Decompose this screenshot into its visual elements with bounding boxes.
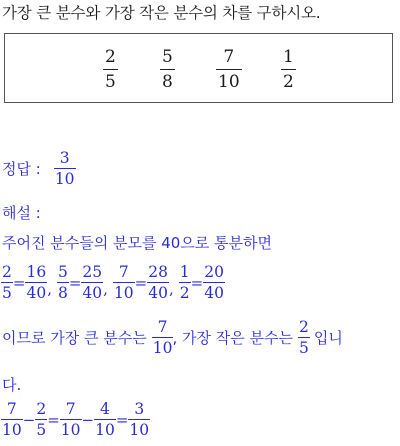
- conclusion-text-1: 이므로 가장 큰 분수는: [2, 329, 147, 347]
- conclusion-text-3: 입니: [313, 329, 343, 347]
- equals-sign: =: [115, 410, 129, 429]
- numerator: 1: [283, 47, 294, 67]
- fraction-bar: [216, 69, 242, 70]
- fraction: $\frac{20}{40}$: [204, 263, 224, 302]
- fraction-2: [162, 47, 173, 92]
- fraction-bar: [54, 168, 76, 169]
- fraction: $\frac{25}{40}$: [82, 263, 103, 302]
- fraction-3: [218, 47, 240, 92]
- numerator: 7: [223, 47, 235, 67]
- comma: ,: [47, 280, 52, 298]
- numerator: 2: [105, 47, 116, 67]
- fraction: $\frac{1}{2}$: [179, 263, 190, 302]
- fraction: $\frac{7}{10}$: [2, 400, 22, 439]
- fraction-1: [105, 47, 116, 92]
- calculation-row: [2, 400, 149, 439]
- numerator: 3: [59, 149, 70, 167]
- numerator: 5: [162, 47, 173, 67]
- fraction-bar: [281, 69, 296, 70]
- equals-sign: =: [12, 273, 26, 292]
- answer-fraction: [55, 149, 75, 188]
- denominator: 2: [283, 72, 294, 92]
- answer-row: [2, 149, 75, 188]
- fraction: $\frac{7}{10}$: [60, 400, 81, 439]
- denominator: 10: [218, 72, 240, 92]
- largest-fraction: $\frac{7}{10}$: [152, 318, 173, 357]
- conversion-row: [2, 263, 224, 302]
- solution-label: 해설 :: [2, 204, 41, 222]
- fraction: $\frac{5}{8}$: [57, 263, 68, 302]
- equals-sign: =: [190, 273, 204, 292]
- denominator: 10: [54, 170, 75, 188]
- equals-sign: =: [134, 273, 148, 292]
- conclusion-row: [2, 318, 343, 357]
- minus-sign: −: [81, 410, 95, 429]
- fraction: $\frac{2}{5}$: [36, 400, 47, 439]
- smallest-fraction: $\frac{2}{5}$: [298, 318, 309, 357]
- equals-sign: =: [47, 410, 60, 429]
- fraction: $\frac{4}{10}$: [95, 400, 115, 439]
- question-text: 가장 큰 분수와 가장 작은 분수의 차를 구하시오.: [2, 4, 321, 22]
- fraction: $\frac{2}{5}$: [2, 263, 12, 302]
- fraction-bar: [160, 69, 175, 70]
- equals-sign: =: [68, 273, 82, 292]
- minus-sign: −: [22, 410, 36, 429]
- fraction: $\frac{7}{10}$: [113, 263, 134, 302]
- fraction-box: [4, 33, 393, 103]
- fraction: $\frac{28}{40}$: [148, 263, 168, 302]
- fraction-bar: [103, 69, 118, 70]
- answer-label: 정답 :: [2, 160, 41, 178]
- conclusion-text-end: 다.: [2, 376, 22, 394]
- fraction: $\frac{16}{40}$: [26, 263, 47, 302]
- conclusion-text-2: , 가장 작은 분수는: [172, 329, 293, 347]
- comma: ,: [168, 280, 174, 298]
- denominator: 8: [162, 72, 173, 92]
- denominator: 5: [105, 72, 116, 92]
- fraction-4: [283, 47, 294, 92]
- solution-intro: 주어진 분수들의 분모를 40으로 통분하면: [2, 234, 273, 252]
- fraction: $\frac{3}{10}$: [129, 400, 150, 439]
- comma: ,: [103, 280, 108, 298]
